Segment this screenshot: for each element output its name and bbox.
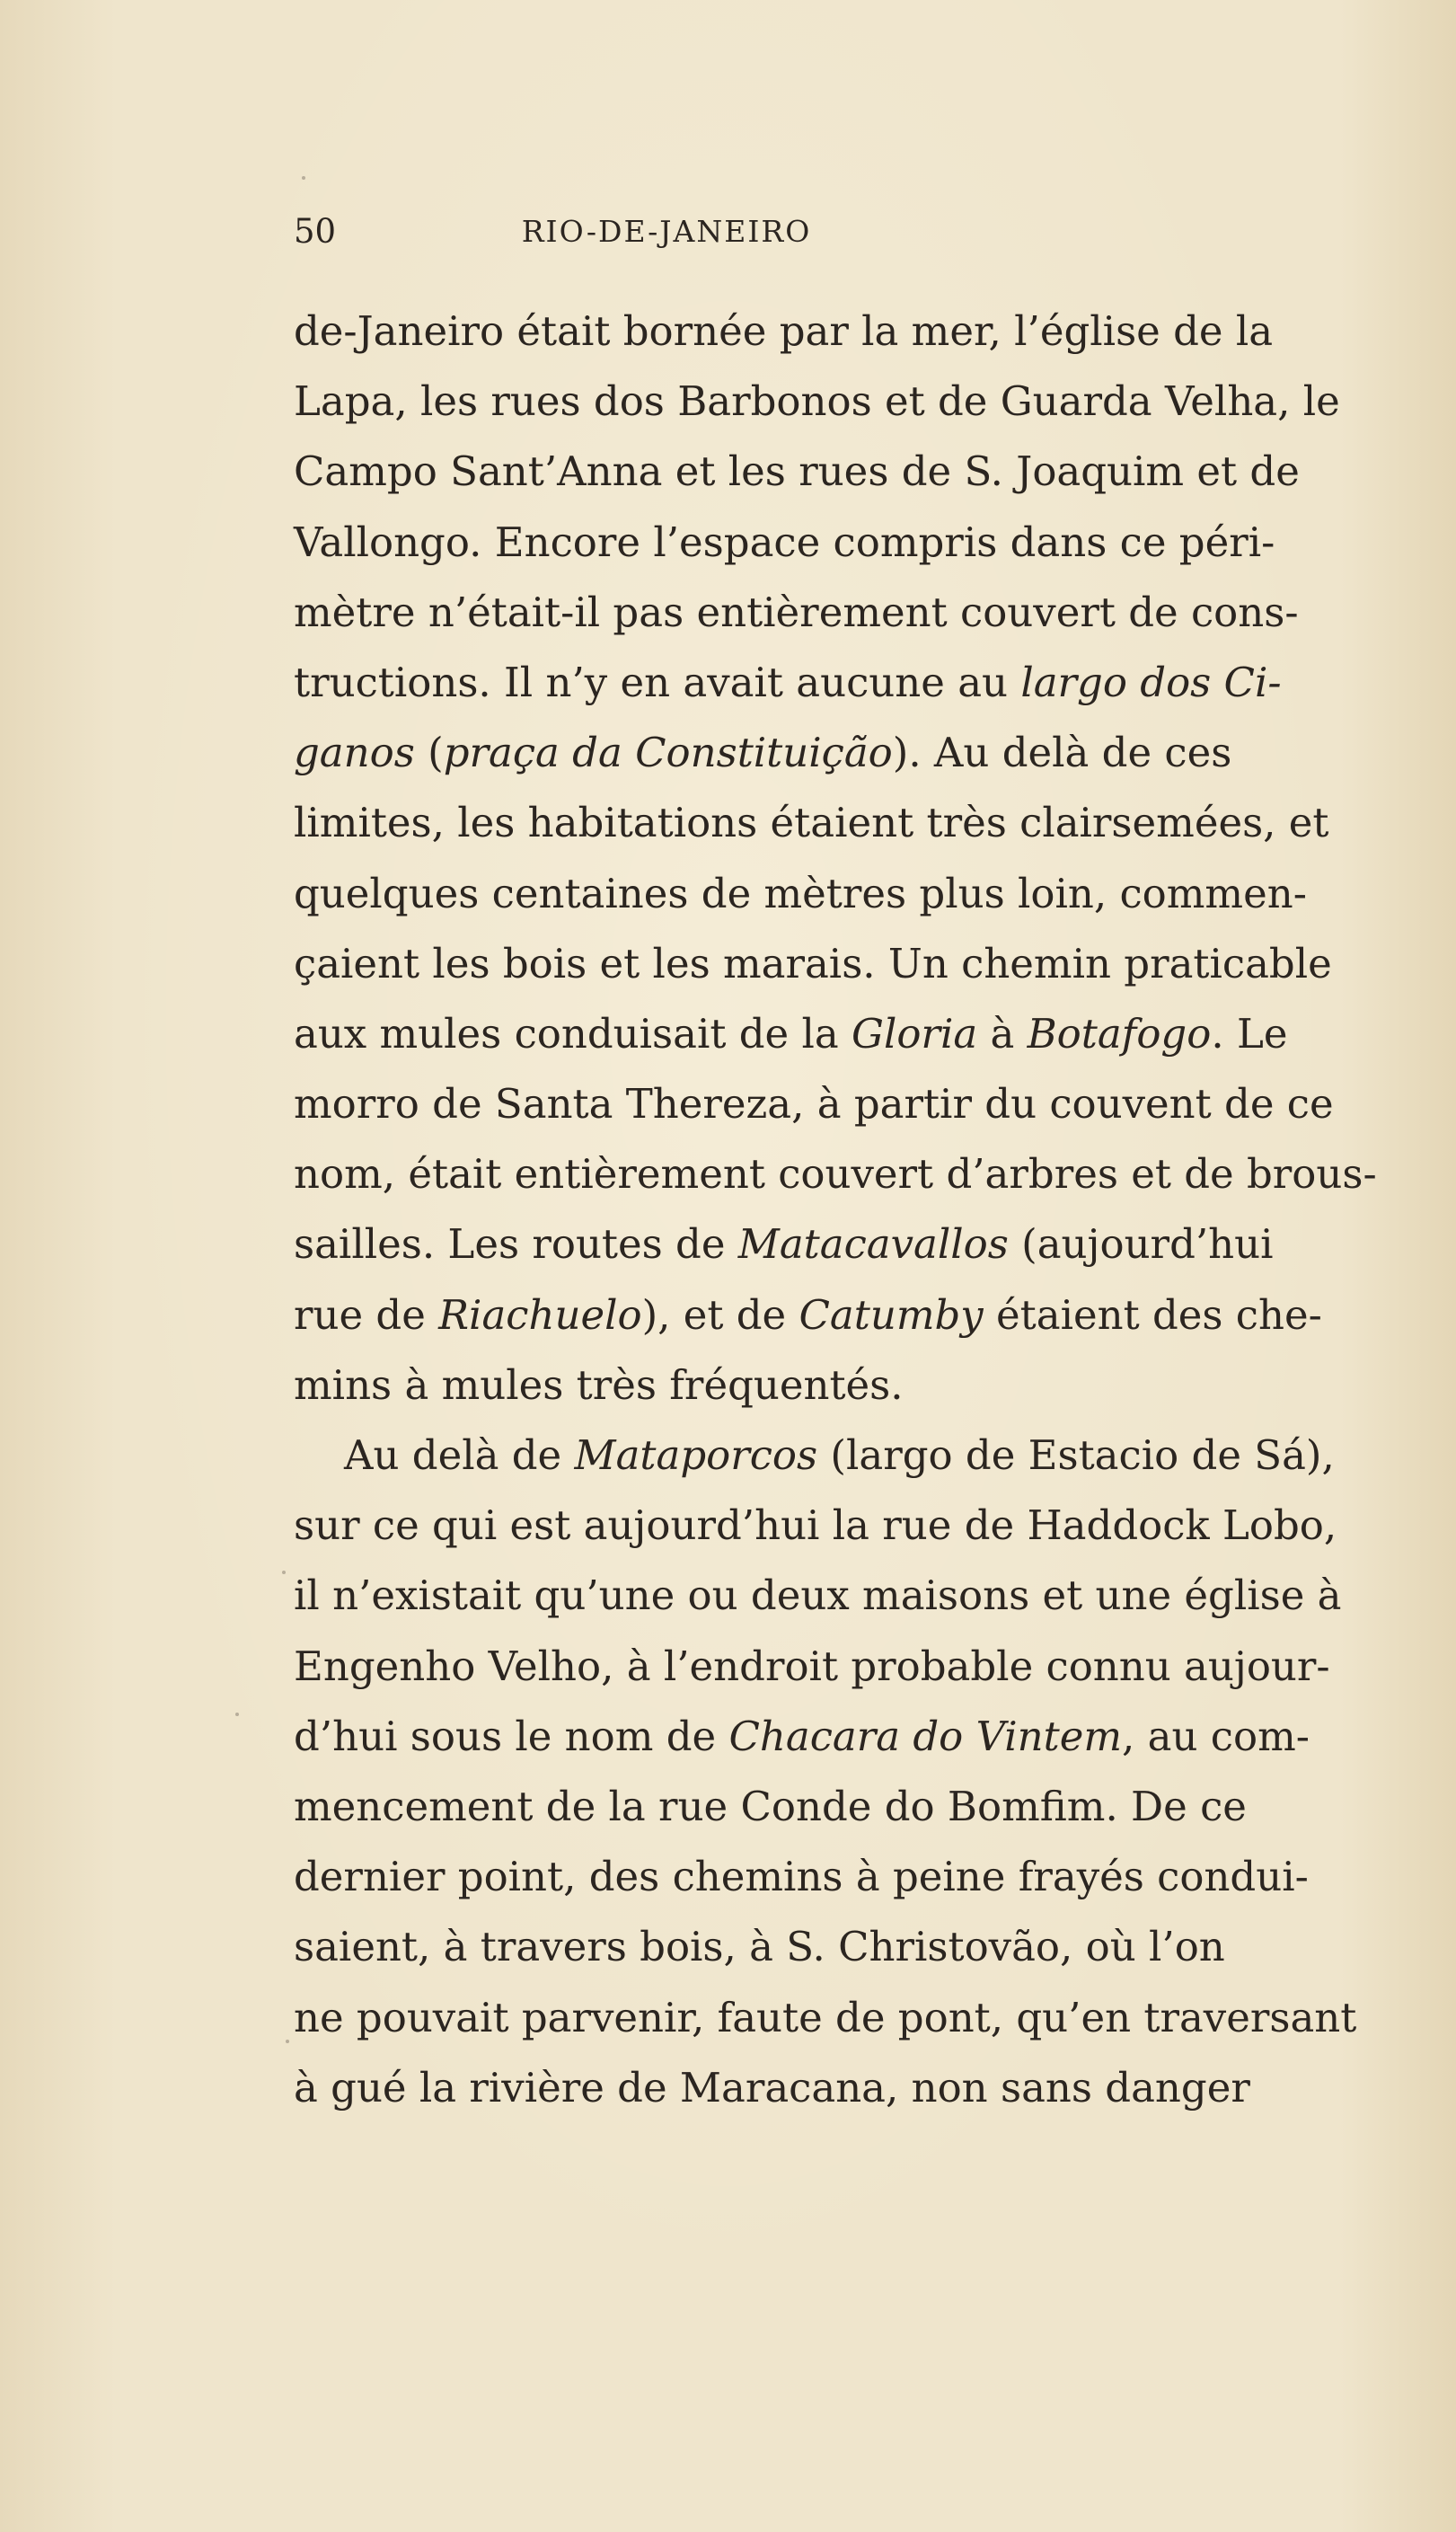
text-line: [294, 367, 1434, 437]
text-segment: ne pouvait parvenir, faute de pont, qu’en traversant: [294, 1993, 1357, 2041]
italic-text: ganos: [294, 729, 415, 777]
text-line: [294, 297, 1434, 367]
text-line: [294, 1139, 1434, 1209]
text-line: [294, 999, 1434, 1069]
text-segment: Lapa, les rues dos Barbonos et de Guarda Velha, le: [294, 377, 1340, 426]
text-segment: , au com-: [1122, 1712, 1310, 1760]
text-segment: quelques centaines de mètres plus loin, commen-: [294, 869, 1307, 917]
text-line: [294, 1421, 1434, 1491]
italic-text: Mataporcos: [574, 1431, 818, 1479]
text-segment: morro de Santa Thereza, à partir du couvent de ce: [294, 1080, 1334, 1129]
italic-text: Matacavallos: [737, 1220, 1009, 1269]
text-segment: ), et de: [641, 1290, 799, 1339]
text-line: [294, 2053, 1434, 2123]
text-segment: étaient des che-: [983, 1290, 1322, 1339]
text-segment: sur ce qui est aujourd’hui la rue de Haddock Lobo,: [294, 1501, 1337, 1550]
text-line: [294, 1983, 1434, 2053]
italic-text: largo dos Ci-: [1020, 658, 1282, 706]
page-number: 50: [294, 212, 337, 251]
text-line: [294, 1702, 1434, 1772]
italic-text: praça da Constituição: [443, 729, 893, 777]
text-segment: (largo de Estacio de Sá),: [817, 1431, 1335, 1479]
text-segment: (: [414, 729, 444, 777]
text-line: [294, 648, 1434, 718]
text-segment: il n’existait qu’une ou deux maisons et une église à: [294, 1571, 1342, 1620]
text-line: [294, 859, 1434, 929]
text-segment: Vallongo. Encore l’espace compris dans ce péri-: [294, 518, 1275, 566]
italic-text: Chacara do Vintem: [728, 1712, 1123, 1760]
text-segment: Au delà de: [344, 1431, 575, 1479]
text-segment: mins à mules très fréquentés.: [294, 1360, 904, 1409]
text-segment: limites, les habitations étaient très clairsemées, et: [294, 799, 1329, 847]
text-segment: mencement de la rue Conde do Bomfim. De ce: [294, 1782, 1247, 1830]
italic-text: Riachuelo: [438, 1290, 642, 1339]
text-segment: mètre n’était-il pas entièrement couvert de cons-: [294, 588, 1299, 636]
text-segment: dernier point, des chemins à peine frayés condui-: [294, 1853, 1309, 1901]
text-line: [294, 1209, 1434, 1279]
paper-speck: [302, 176, 305, 180]
text-line: [294, 1772, 1434, 1842]
paper-speck: [282, 1571, 286, 1574]
text-segment: aux mules conduisait de la: [294, 1009, 852, 1058]
text-line: [294, 929, 1434, 999]
text-line: [294, 1280, 1434, 1350]
text-line: [294, 578, 1434, 648]
text-line: [294, 1632, 1434, 1702]
text-line: [294, 788, 1434, 858]
italic-text: Botafogo: [1027, 1009, 1212, 1058]
text-line: [294, 1842, 1434, 1912]
paper-speck: [235, 1713, 239, 1716]
body-text: [294, 297, 1434, 2123]
paper-speck: [286, 2040, 289, 2043]
text-segment: nom, était entièrement couvert d’arbres et de brous-: [294, 1150, 1377, 1199]
text-line: [294, 508, 1434, 578]
text-line: [294, 1350, 1434, 1421]
text-segment: sailles. Les routes de: [294, 1220, 738, 1269]
text-segment: (aujourd’hui: [1008, 1220, 1274, 1269]
running-head: RIO-DE-JANEIRO: [521, 214, 812, 249]
text-segment: çaient les bois et les marais. Un chemin praticable: [294, 939, 1332, 987]
text-segment: saient, à travers bois, à S. Christovão, où l’on: [294, 1923, 1225, 1971]
italic-text: Catumby: [799, 1290, 984, 1339]
text-segment: rue de: [294, 1290, 439, 1339]
text-line: [294, 437, 1434, 507]
text-segment: d’hui sous le nom de: [294, 1712, 729, 1760]
text-line: [294, 1491, 1434, 1561]
text-segment: tructions. Il n’y en avait aucune au: [294, 658, 1021, 706]
text-line: [294, 1069, 1434, 1139]
text-line: [294, 1912, 1434, 1982]
text-line: [294, 1561, 1434, 1631]
page-header: [294, 212, 1039, 252]
text-segment: à gué la rivière de Maracana, non sans danger: [294, 2063, 1250, 2111]
text-segment: ). Au delà de ces: [892, 729, 1232, 777]
text-segment: Engenho Velho, à l’endroit probable connu aujour-: [294, 1642, 1330, 1690]
text-segment: Campo Sant’Anna et les rues de S. Joaquim et de: [294, 447, 1300, 496]
text-segment: de-Janeiro était bornée par la mer, l’église de la: [294, 307, 1274, 355]
text-segment: à: [977, 1009, 1028, 1058]
text-line: [294, 718, 1434, 788]
text-segment: . Le: [1211, 1009, 1288, 1058]
italic-text: Gloria: [852, 1009, 978, 1058]
